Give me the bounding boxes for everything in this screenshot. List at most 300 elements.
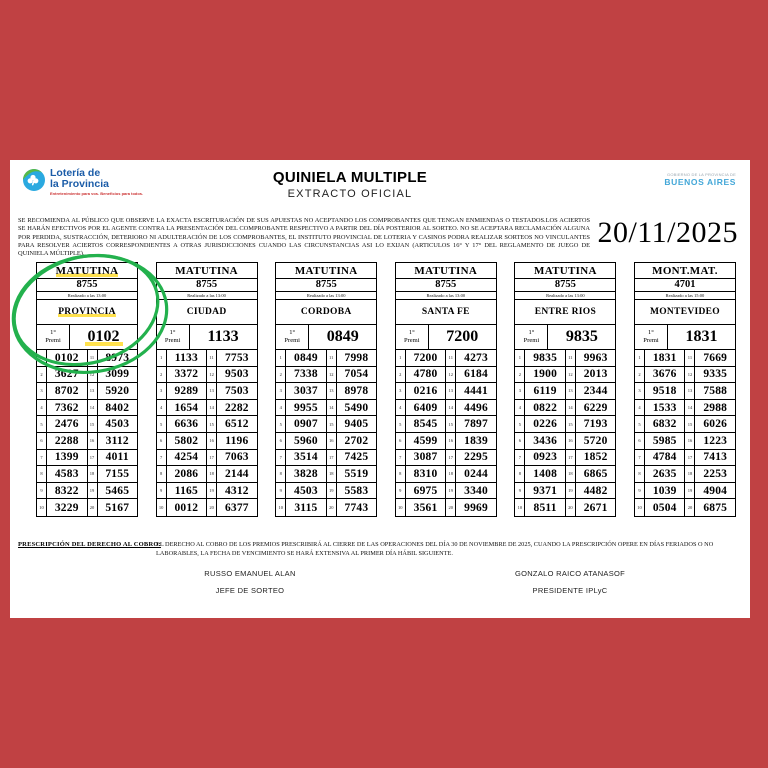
winning-number: 3627 bbox=[47, 367, 88, 383]
result-row bbox=[37, 400, 137, 417]
position-index: 2 bbox=[276, 367, 286, 383]
draw-title bbox=[276, 263, 376, 279]
winning-number: 4011 bbox=[105, 451, 129, 464]
position-index: 15 bbox=[566, 416, 576, 432]
draw-city bbox=[635, 300, 735, 325]
winning-number: 9335 bbox=[703, 368, 728, 381]
winning-number: 7503 bbox=[224, 384, 249, 397]
first-prize-value: 0102 bbox=[85, 328, 123, 346]
first-prize-value-cell bbox=[190, 325, 257, 349]
winning-number: 9963 bbox=[583, 351, 608, 364]
position-index: 11 bbox=[446, 350, 456, 366]
position-index: 8 bbox=[37, 466, 47, 482]
result-row bbox=[396, 450, 496, 467]
winning-number: 2295 bbox=[464, 451, 488, 464]
winning-number: 6409 bbox=[406, 400, 447, 416]
draw-title bbox=[515, 263, 615, 279]
position-index: 7 bbox=[157, 450, 167, 466]
result-row bbox=[157, 400, 257, 417]
first-prize-label bbox=[157, 325, 190, 349]
position-index: 16 bbox=[207, 433, 217, 449]
winning-number: 7063 bbox=[224, 451, 249, 464]
position-index: 9 bbox=[515, 483, 525, 499]
draw-title bbox=[157, 263, 257, 279]
position-index: 14 bbox=[327, 400, 337, 416]
position-index: 20 bbox=[446, 499, 456, 516]
result-row bbox=[396, 483, 496, 500]
position-index: 16 bbox=[685, 433, 695, 449]
winning-number: 5167 bbox=[105, 501, 130, 514]
prescription-label: PRESCRIPCIÓN DEL DERECHO AL COBRO: bbox=[18, 541, 161, 548]
winning-number: 5920 bbox=[105, 384, 130, 397]
draw-city-text: PROVINCIA bbox=[58, 307, 116, 317]
winning-number: 1533 bbox=[645, 400, 686, 416]
result-row bbox=[515, 433, 615, 450]
result-row bbox=[157, 483, 257, 500]
position-index: 18 bbox=[446, 466, 456, 482]
position-index: 4 bbox=[515, 400, 525, 416]
draw-column-ciudad bbox=[156, 262, 258, 517]
position-index: 17 bbox=[685, 450, 695, 466]
first-prize-label-line1: 1° bbox=[50, 328, 56, 336]
position-index: 19 bbox=[88, 483, 98, 499]
first-prize-value-cell bbox=[429, 325, 496, 349]
winning-number: 8978 bbox=[344, 384, 369, 397]
result-row bbox=[37, 367, 137, 384]
position-index: 19 bbox=[207, 483, 217, 499]
first-prize-row bbox=[37, 325, 137, 350]
winning-number: 9969 bbox=[464, 501, 488, 514]
winning-number: 4441 bbox=[464, 384, 488, 397]
position-index: 12 bbox=[566, 367, 576, 383]
position-index: 19 bbox=[685, 483, 695, 499]
position-index: 6 bbox=[276, 433, 286, 449]
draw-city bbox=[396, 300, 496, 325]
position-index: 10 bbox=[37, 499, 47, 516]
draw-date: 20/11/2025 bbox=[597, 216, 738, 249]
winning-number: 0216 bbox=[406, 383, 447, 399]
first-prize-value: 7200 bbox=[446, 328, 479, 345]
winning-number: 6184 bbox=[464, 368, 488, 381]
result-row bbox=[515, 416, 615, 433]
position-index: 5 bbox=[276, 416, 286, 432]
winning-number: 4503 bbox=[286, 483, 327, 499]
first-prize-value: 9835 bbox=[565, 328, 598, 345]
winning-number: 8973 bbox=[105, 351, 130, 364]
first-prize-row bbox=[157, 325, 257, 350]
winning-number: 3340 bbox=[464, 484, 488, 497]
draw-title-text: MATUTINA bbox=[534, 265, 597, 277]
winning-number: 6832 bbox=[645, 416, 686, 432]
winning-number: 5519 bbox=[344, 467, 369, 480]
result-row bbox=[635, 499, 735, 516]
draw-column-entre-rios bbox=[514, 262, 616, 517]
position-index: 4 bbox=[157, 400, 167, 416]
draw-time-note: Realizado a las 13:00 bbox=[276, 292, 376, 300]
first-prize-value-cell bbox=[668, 325, 735, 349]
draw-title-text: MATUTINA bbox=[414, 265, 478, 277]
winning-number: 2144 bbox=[224, 467, 249, 480]
position-index: 17 bbox=[327, 450, 337, 466]
result-row bbox=[37, 483, 137, 500]
first-prize-label-line2: Premi bbox=[404, 337, 420, 344]
winning-number: 4784 bbox=[645, 450, 686, 466]
position-index: 12 bbox=[88, 367, 98, 383]
draw-city-text: SANTA FE bbox=[421, 307, 470, 317]
position-index: 7 bbox=[396, 450, 406, 466]
position-index: 9 bbox=[396, 483, 406, 499]
result-row bbox=[276, 450, 376, 467]
result-row bbox=[635, 466, 735, 483]
winning-number: 2702 bbox=[344, 434, 369, 447]
first-prize-label-line1: 1° bbox=[408, 328, 415, 336]
result-row bbox=[276, 350, 376, 367]
winning-number: 4904 bbox=[703, 484, 728, 497]
result-row bbox=[37, 499, 137, 516]
position-index: 5 bbox=[37, 416, 47, 432]
draw-city bbox=[37, 300, 137, 325]
result-row bbox=[635, 450, 735, 467]
position-index: 12 bbox=[327, 367, 337, 383]
signature-left bbox=[160, 569, 340, 595]
position-index: 7 bbox=[635, 450, 645, 466]
position-index: 18 bbox=[685, 466, 695, 482]
position-index: 10 bbox=[515, 499, 525, 516]
position-index: 20 bbox=[88, 499, 98, 516]
draw-column-santa-fe bbox=[395, 262, 497, 517]
winning-number: 0012 bbox=[167, 499, 208, 516]
result-row bbox=[37, 433, 137, 450]
winning-number: 4254 bbox=[167, 450, 208, 466]
draw-title-text: MONT.MAT. bbox=[652, 265, 718, 277]
position-index: 13 bbox=[685, 383, 695, 399]
position-index: 4 bbox=[396, 400, 406, 416]
winning-number: 0102 bbox=[47, 350, 88, 366]
position-index: 10 bbox=[396, 499, 406, 516]
position-index: 18 bbox=[566, 466, 576, 482]
winning-number: 3229 bbox=[47, 499, 88, 516]
result-row bbox=[157, 433, 257, 450]
result-row bbox=[157, 383, 257, 400]
winning-number: 5720 bbox=[583, 434, 608, 447]
result-row bbox=[396, 499, 496, 516]
position-index: 2 bbox=[37, 367, 47, 383]
disclaimer-text: SE RECOMIENDA AL PÚBLICO QUE OBSERVE LA EXACTA ESCRITURACIÓN DE SUS APUESTAS NO ACEPTANDO LOS COMPROBANTES QUE TENGAN ENMIENDAS O TESTADOS.LOS ACIERTOS SE HARÁN EFECTIVOS POR EL AGENTE CONTRA LA PRESENTACIÓN DEL COMPROBANTE RESPECTIVO A PARTIR DEL DÍA POSTERIOR AL SORTEO. NO SE ACEPTARA RECLAMACIÓN ALGUNA POR PERDIDA, SUSTRACCIÓN, DETERIORO NI ADULTERACIÓN DE LOS COMPROBANTES, EL INSTITUTO PROVINCIAL DE LOTERIA Y CASINOS PODRA REALIZAR SORTEOS NO VINCULANTES PARA RESOLVER ACIERTOS CORRESPONDIENTES A OTRAS JURISDICCIONES CUANDO LAS CIRCUNSTANCIAS ASI LO EXIJAN (ARTICULOS 16° Y 17° DEL REGLAMENTO DE JUEGO DE QUINIELA MÚLTIPLE). bbox=[18, 217, 590, 258]
position-index: 17 bbox=[88, 450, 98, 466]
result-row bbox=[396, 433, 496, 450]
winning-number: 3372 bbox=[167, 367, 208, 383]
position-index: 11 bbox=[685, 350, 695, 366]
position-index: 13 bbox=[446, 383, 456, 399]
draw-title bbox=[37, 263, 137, 279]
signature-right-role: PRESIDENTE IPLyC bbox=[532, 586, 608, 595]
position-index: 20 bbox=[327, 499, 337, 516]
signature-left-role: JEFE DE SORTEO bbox=[215, 586, 285, 595]
result-row bbox=[635, 367, 735, 384]
position-index: 5 bbox=[396, 416, 406, 432]
first-prize-value: 1831 bbox=[685, 328, 718, 345]
winning-number: 8511 bbox=[525, 499, 566, 516]
first-prize-label bbox=[396, 325, 429, 349]
draw-city bbox=[515, 300, 615, 325]
winning-number: 9955 bbox=[286, 400, 327, 416]
winning-number: 1165 bbox=[167, 483, 208, 499]
position-index: 15 bbox=[327, 416, 337, 432]
logo-tagline: Entretenimiento para vos. Beneficios para todos. bbox=[50, 191, 144, 196]
winning-number: 9405 bbox=[344, 418, 369, 431]
winning-number: 9518 bbox=[645, 383, 686, 399]
draw-city-text: MONTEVIDEO bbox=[649, 307, 720, 317]
winning-number: 6875 bbox=[703, 501, 728, 514]
winning-number: 6377 bbox=[224, 501, 249, 514]
position-index: 10 bbox=[635, 499, 645, 516]
draw-column-cordoba bbox=[275, 262, 377, 517]
draw-city bbox=[276, 300, 376, 325]
winning-number: 6636 bbox=[167, 416, 208, 432]
first-prize-label-line1: 1° bbox=[169, 328, 176, 336]
winning-number: 3099 bbox=[105, 368, 130, 381]
draw-title-text: MATUTINA bbox=[55, 265, 119, 277]
winning-number: 7054 bbox=[344, 368, 369, 381]
winning-number: 7753 bbox=[224, 351, 249, 364]
position-index: 11 bbox=[327, 350, 337, 366]
position-index: 17 bbox=[446, 450, 456, 466]
winning-number: 7425 bbox=[344, 451, 369, 464]
position-index: 8 bbox=[157, 466, 167, 482]
winning-number: 5985 bbox=[645, 433, 686, 449]
result-row bbox=[515, 483, 615, 500]
position-index: 7 bbox=[276, 450, 286, 466]
first-prize-label-line2: Premi bbox=[643, 337, 659, 344]
position-index: 11 bbox=[207, 350, 217, 366]
result-row bbox=[515, 400, 615, 417]
position-index: 19 bbox=[566, 483, 576, 499]
winning-number: 1900 bbox=[525, 367, 566, 383]
position-index: 8 bbox=[396, 466, 406, 482]
extract-document bbox=[10, 160, 750, 618]
winning-number: 2344 bbox=[583, 384, 608, 397]
signature-right bbox=[470, 569, 670, 595]
result-row bbox=[515, 466, 615, 483]
winning-number: 5465 bbox=[105, 484, 130, 497]
position-index: 2 bbox=[635, 367, 645, 383]
winning-number: 9503 bbox=[224, 368, 249, 381]
position-index: 2 bbox=[396, 367, 406, 383]
result-row bbox=[276, 483, 376, 500]
draw-city-text: CORDOBA bbox=[300, 307, 352, 317]
position-index: 4 bbox=[276, 400, 286, 416]
winning-number: 3087 bbox=[406, 450, 447, 466]
winning-number: 2671 bbox=[583, 501, 608, 514]
winning-number: 8322 bbox=[47, 483, 88, 499]
draw-number: 8755 bbox=[276, 279, 376, 292]
position-index: 19 bbox=[327, 483, 337, 499]
winning-number: 9371 bbox=[525, 483, 566, 499]
result-row bbox=[37, 450, 137, 467]
draw-column-montevideo bbox=[634, 262, 736, 517]
position-index: 15 bbox=[207, 416, 217, 432]
position-index: 7 bbox=[515, 450, 525, 466]
position-index: 3 bbox=[515, 383, 525, 399]
draw-title bbox=[635, 263, 735, 279]
winning-number: 8545 bbox=[406, 416, 447, 432]
draw-time-note: Realizado a las 13:00 bbox=[396, 292, 496, 300]
draw-number: 8755 bbox=[515, 279, 615, 292]
logo-line1: Lotería de bbox=[50, 167, 101, 179]
result-row bbox=[635, 483, 735, 500]
winning-number: 3561 bbox=[406, 499, 447, 516]
winning-number: 7338 bbox=[286, 367, 327, 383]
position-index: 18 bbox=[207, 466, 217, 482]
result-row bbox=[396, 383, 496, 400]
winning-number: 7200 bbox=[406, 350, 447, 366]
position-index: 5 bbox=[157, 416, 167, 432]
first-prize-label bbox=[37, 325, 70, 349]
first-prize-value-cell bbox=[309, 325, 376, 349]
first-prize-value-cell bbox=[548, 325, 615, 349]
winning-number: 7155 bbox=[105, 467, 130, 480]
position-index: 16 bbox=[88, 433, 98, 449]
winning-number: 0849 bbox=[286, 350, 327, 366]
result-row bbox=[396, 350, 496, 367]
position-index: 14 bbox=[685, 400, 695, 416]
winning-number: 1223 bbox=[703, 434, 728, 447]
winning-number: 1852 bbox=[583, 451, 608, 464]
position-index: 7 bbox=[37, 450, 47, 466]
result-row bbox=[157, 450, 257, 467]
position-index: 5 bbox=[515, 416, 525, 432]
result-row bbox=[276, 433, 376, 450]
result-row bbox=[37, 466, 137, 483]
winning-number: 3037 bbox=[286, 383, 327, 399]
winning-number: 1399 bbox=[47, 450, 88, 466]
prescription-text: EL DERECHO AL COBRO DE LOS PREMIOS PRESCRIBIRÁ AL CIERRE DE LAS OPERACIONES DEL DÍA 30 DE NOVIEMBRE DE 2025, CUANDO LA PRESCRIPCIÓN OPERE EN DÍAS FERIADOS O NO LABORABLES, LA FECHA DE VENCIMIENTO SE HARÁ EXTENSIVA AL PRIMER DÍA HÁBIL SIGUIENTE. bbox=[156, 541, 714, 557]
position-index: 9 bbox=[37, 483, 47, 499]
result-row bbox=[276, 416, 376, 433]
position-index: 13 bbox=[566, 383, 576, 399]
winning-number: 2282 bbox=[224, 401, 249, 414]
draw-column-provincia bbox=[36, 262, 138, 517]
position-index: 15 bbox=[446, 416, 456, 432]
winning-number: 0923 bbox=[525, 450, 566, 466]
position-index: 15 bbox=[88, 416, 98, 432]
position-index: 9 bbox=[157, 483, 167, 499]
winning-number: 3828 bbox=[286, 466, 327, 482]
winning-number: 3112 bbox=[105, 434, 129, 447]
winning-number: 2635 bbox=[645, 466, 686, 482]
first-prize-label-line2: Premi bbox=[284, 337, 300, 344]
position-index: 20 bbox=[566, 499, 576, 516]
first-prize-row bbox=[396, 325, 496, 350]
result-row bbox=[276, 466, 376, 483]
result-row bbox=[635, 400, 735, 417]
position-index: 13 bbox=[207, 383, 217, 399]
position-index: 8 bbox=[276, 466, 286, 482]
position-index: 14 bbox=[446, 400, 456, 416]
result-row bbox=[515, 367, 615, 384]
winning-number: 0822 bbox=[525, 400, 566, 416]
winning-number: 3514 bbox=[286, 450, 327, 466]
winning-number: 6229 bbox=[583, 401, 608, 414]
position-index: 13 bbox=[88, 383, 98, 399]
position-index: 14 bbox=[88, 400, 98, 416]
first-prize-label bbox=[515, 325, 548, 349]
position-index: 3 bbox=[157, 383, 167, 399]
first-prize-row bbox=[635, 325, 735, 350]
winning-number: 5802 bbox=[167, 433, 208, 449]
winning-number: 1133 bbox=[167, 350, 208, 366]
winning-number: 5583 bbox=[344, 484, 369, 497]
winning-number: 1831 bbox=[645, 350, 686, 366]
position-index: 15 bbox=[685, 416, 695, 432]
result-row bbox=[515, 350, 615, 367]
page-subtitle: EXTRACTO OFICIAL bbox=[287, 188, 413, 200]
position-index: 3 bbox=[635, 383, 645, 399]
position-index: 4 bbox=[37, 400, 47, 416]
position-index: 6 bbox=[515, 433, 525, 449]
result-row bbox=[515, 450, 615, 467]
position-index: 16 bbox=[446, 433, 456, 449]
winning-number: 4312 bbox=[224, 484, 249, 497]
result-row bbox=[635, 433, 735, 450]
first-prize-label bbox=[635, 325, 668, 349]
winning-number: 6026 bbox=[703, 418, 728, 431]
winning-number: 1839 bbox=[464, 434, 488, 447]
position-index: 14 bbox=[207, 400, 217, 416]
draw-time-note: Realizado a las 13:00 bbox=[37, 292, 137, 300]
position-index: 12 bbox=[446, 367, 456, 383]
result-row bbox=[396, 367, 496, 384]
position-index: 1 bbox=[396, 350, 406, 366]
result-row bbox=[635, 383, 735, 400]
winning-number: 8310 bbox=[406, 466, 447, 482]
winning-number: 2086 bbox=[167, 466, 208, 482]
result-row bbox=[396, 400, 496, 417]
position-index: 20 bbox=[207, 499, 217, 516]
winning-number: 6119 bbox=[525, 383, 566, 399]
logo-line2: la Provincia bbox=[50, 177, 109, 190]
winning-number: 4583 bbox=[47, 466, 88, 482]
position-index: 16 bbox=[327, 433, 337, 449]
winning-number: 5960 bbox=[286, 433, 327, 449]
signature-right-name: GONZALO RAICO ATANASOF bbox=[514, 569, 626, 578]
winning-number: 0226 bbox=[525, 416, 566, 432]
winning-number: 7413 bbox=[703, 451, 728, 464]
position-index: 6 bbox=[396, 433, 406, 449]
winning-number: 3115 bbox=[286, 499, 327, 516]
first-prize-label-line1: 1° bbox=[289, 328, 296, 336]
result-row bbox=[515, 499, 615, 516]
winning-number: 2988 bbox=[703, 401, 728, 414]
winning-number: 7193 bbox=[583, 418, 608, 431]
position-index: 18 bbox=[88, 466, 98, 482]
page-title: QUINIELA MULTIPLE bbox=[272, 169, 428, 186]
first-prize-value-cell bbox=[70, 325, 137, 349]
winning-number: 8402 bbox=[105, 401, 130, 414]
draw-title bbox=[396, 263, 496, 279]
result-row bbox=[157, 350, 257, 367]
first-prize-label-line2: Premi bbox=[164, 337, 181, 344]
government-big-text: BUENOS AIRES bbox=[664, 177, 736, 187]
result-row bbox=[635, 416, 735, 433]
position-index: 12 bbox=[685, 367, 695, 383]
position-index: 1 bbox=[37, 350, 47, 366]
winning-number: 4599 bbox=[406, 433, 447, 449]
winning-number: 0907 bbox=[286, 416, 327, 432]
first-prize-row bbox=[515, 325, 615, 350]
draw-city-text: CIUDAD bbox=[186, 307, 227, 317]
winning-number: 6975 bbox=[406, 483, 447, 499]
